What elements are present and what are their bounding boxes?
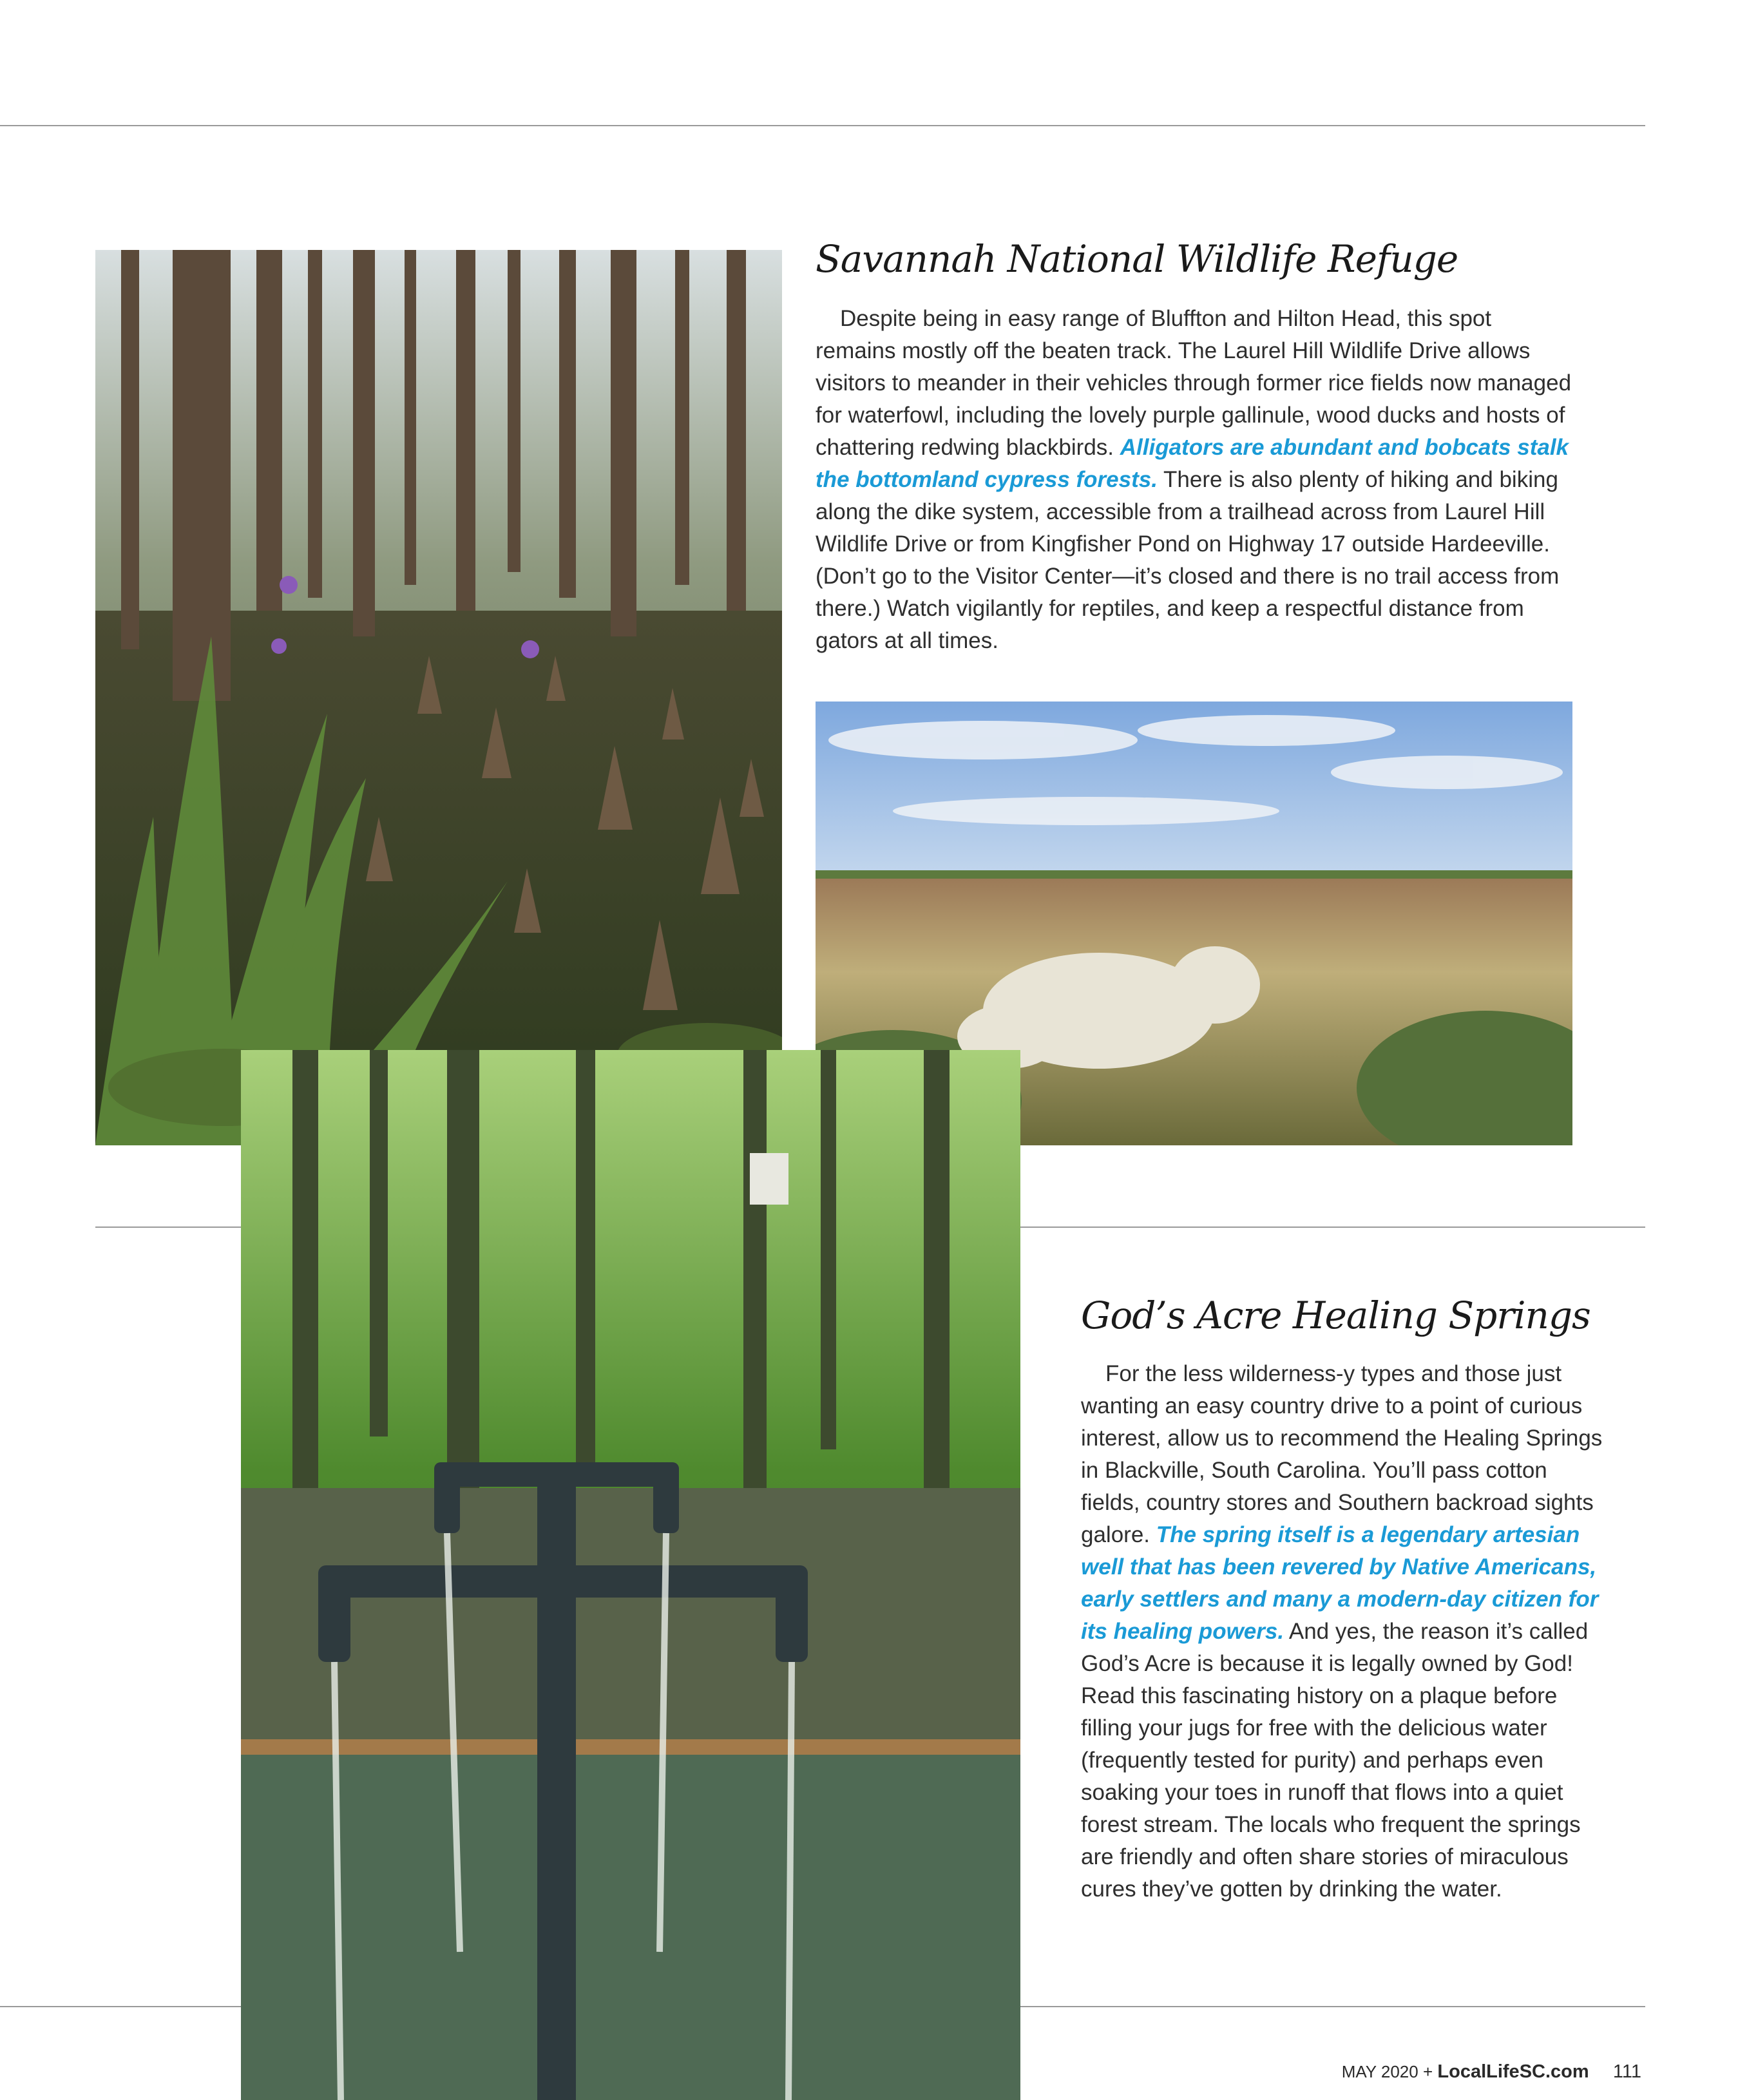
section-1-body-end: There is also plenty of hiking and biking along the dike system, accessible from a trailhead across from Laurel Hill Wildlife Drive or from Kingfisher Pond on Highway 17 outside Hardeeville. (Don’t go to the Visitor Center—it’s closed and there is no trail access from there.) Watch vigilantly for reptiles, and keep a respectful distance from gators at all times. (816, 467, 1560, 653)
section-1-title: Savannah National Wildlife Refuge (816, 237, 1458, 281)
page-number: 111 (1612, 2061, 1641, 2082)
cypress-swamp-photo (95, 250, 782, 1145)
footer-issue: MAY 2020 (1341, 2062, 1418, 2081)
top-rule (0, 125, 1645, 126)
section-1-callout: Alligators are abundant and bobcats stalk the bottomland cypress forests. (816, 435, 1569, 492)
section-2-body (1081, 1358, 1609, 1905)
footer-site-link[interactable]: LocalLifeSC.com (1437, 2061, 1589, 2082)
section-1-body (816, 303, 1576, 657)
section-2-title: God’s Acre Healing Springs (1081, 1293, 1590, 1337)
healing-springs-photo (241, 1050, 1020, 2100)
section-2-body-start: For the less wilderness-y types and those just wanting an easy country drive to a point of curious interest, allow us to recommend the Healing Springs in Blackville, South Carolina. You’ll pass cotton fields, country stores and Southern backroad sights galore. (1081, 1361, 1603, 1547)
footer-separator: + (1422, 2062, 1433, 2081)
page-footer (1342, 2061, 1641, 2083)
section-2-callout: The spring itself is a legendary artesian well that has been revered by Native Americans, early settlers and many a modern-day citizen for its healing powers. (1081, 1522, 1599, 1644)
section-1-body-start: Despite being in easy range of Bluffton and Hilton Head, this spot remains mostly off the beaten track. The Laurel Hill Wildlife Drive allows visitors to meander in their vehicles through former rice fields now managed for waterfowl, including the lovely purple gallinule, wood ducks and hosts of chattering redwing blackbirds. (816, 306, 1572, 460)
section-2-body-end: And yes, the reason it’s called God’s Acre is because it is legally owned by God! Read this fascinating history on a plaque before filling your jugs for free with the delicious water (frequently tested for purity) and perhaps even soaking your toes in runoff that flows into a quiet forest stream. The locals who frequent the springs are friendly and often share stories of miraculous cures they’ve gotten by drinking the water. (1081, 1619, 1589, 1902)
